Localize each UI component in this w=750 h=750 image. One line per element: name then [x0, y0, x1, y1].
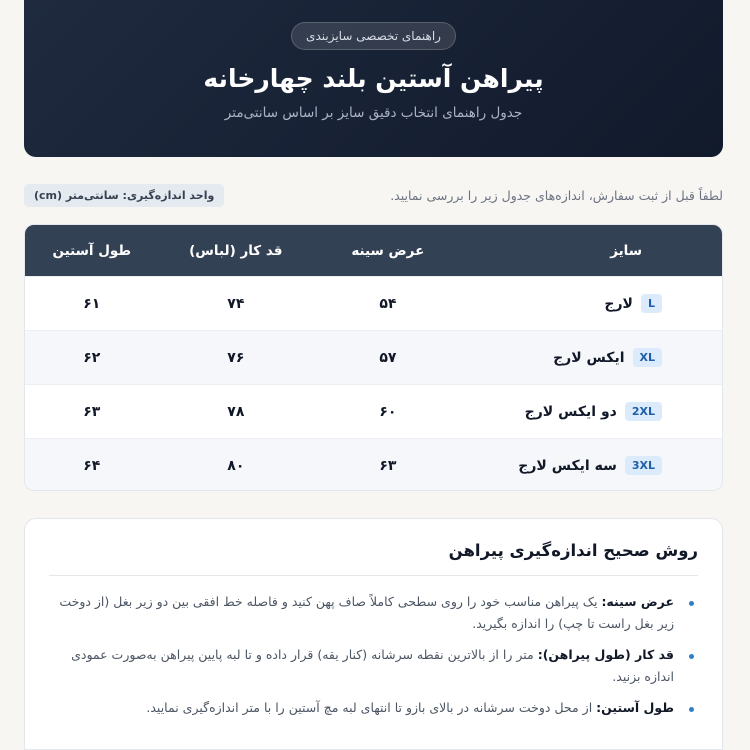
header-sleeve: طول آستین [52, 242, 132, 259]
page-subtitle: جدول راهنمای انتخاب دقیق سایز بر اساس سانتی‌متر [224, 105, 523, 121]
guide-text: متر را از بالاترین نقطه سرشانه (کنار یقه) قرار داده و تا لبه پایین پیراهن به‌صورت عمودی اندازه بزنید. [71, 647, 674, 684]
bullet-icon [689, 707, 694, 712]
guide-text: از محل دوخت سرشانه در بالای بازو تا انتهای لبه مچ آستین را با متر اندازه‌گیری نمایید. [146, 700, 593, 715]
info-text: لطفاً قبل از ثبت سفارش، اندازه‌های جدول زیر را بررسی نمایید. [390, 187, 723, 203]
guide-text: یک پیراهن مناسب خود را روی سطحی کاملاً صاف پهن کنید و فاصله خط افقی بین دو زیر بغل (از دوخت زیر بغل راست تا چپ) را اندازه بگیرید. [59, 594, 674, 631]
size-code-badge: 3XL [625, 456, 662, 475]
measurement-guide [24, 518, 723, 750]
size-cell [463, 402, 722, 421]
chest-value: ۶۳ [379, 457, 397, 474]
page-title: پیراهن آستین بلند چهارخانه [203, 64, 544, 93]
info-row [24, 183, 723, 207]
size-name: ایکس لارج [553, 349, 625, 366]
list-item [49, 697, 698, 719]
size-cell [463, 294, 722, 313]
list-item [49, 591, 698, 635]
size-name: سه ایکس لارج [518, 457, 617, 474]
table-row [25, 384, 722, 438]
hero-banner [24, 0, 723, 157]
length-value: ۷۶ [227, 349, 245, 366]
header-length: قد کار (لباس) [189, 242, 283, 259]
bullet-icon [689, 654, 694, 659]
table-row [25, 438, 722, 491]
sleeve-value: ۶۳ [83, 403, 101, 420]
size-code-badge: XL [633, 348, 663, 367]
divider [49, 575, 698, 576]
list-item [49, 644, 698, 688]
sleeve-value: ۶۱ [83, 295, 101, 312]
chest-value: ۶۰ [379, 403, 397, 420]
header-size: سایز [610, 242, 642, 259]
guide-term: قد کار (طول پیراهن): [537, 647, 674, 662]
sleeve-value: ۶۴ [83, 457, 101, 474]
guide-term: عرض سینه: [601, 594, 674, 609]
bullet-icon [689, 601, 694, 606]
length-value: ۸۰ [227, 457, 245, 474]
size-code-badge: L [641, 294, 662, 313]
hero-badge: راهنمای تخصصی سایزبندی [291, 22, 456, 50]
size-name: دو ایکس لارج [524, 403, 617, 420]
unit-badge: واحد اندازه‌گیری: سانتی‌متر (cm) [24, 184, 224, 207]
chest-value: ۵۷ [379, 349, 397, 366]
guide-term: طول آستین: [596, 700, 674, 715]
size-cell [463, 456, 722, 475]
size-table [24, 224, 723, 491]
length-value: ۷۴ [227, 295, 245, 312]
size-name: لارج [604, 295, 633, 312]
header-chest: عرض سینه [351, 242, 425, 259]
chest-value: ۵۴ [379, 295, 397, 312]
table-row [25, 330, 722, 384]
guide-list [49, 591, 698, 728]
length-value: ۷۸ [227, 403, 245, 420]
table-header [25, 225, 722, 276]
sleeve-value: ۶۲ [83, 349, 101, 366]
size-code-badge: 2XL [625, 402, 662, 421]
guide-title: روش صحیح اندازه‌گیری پیراهن [448, 541, 698, 560]
table-row [25, 276, 722, 330]
size-cell [463, 348, 722, 367]
